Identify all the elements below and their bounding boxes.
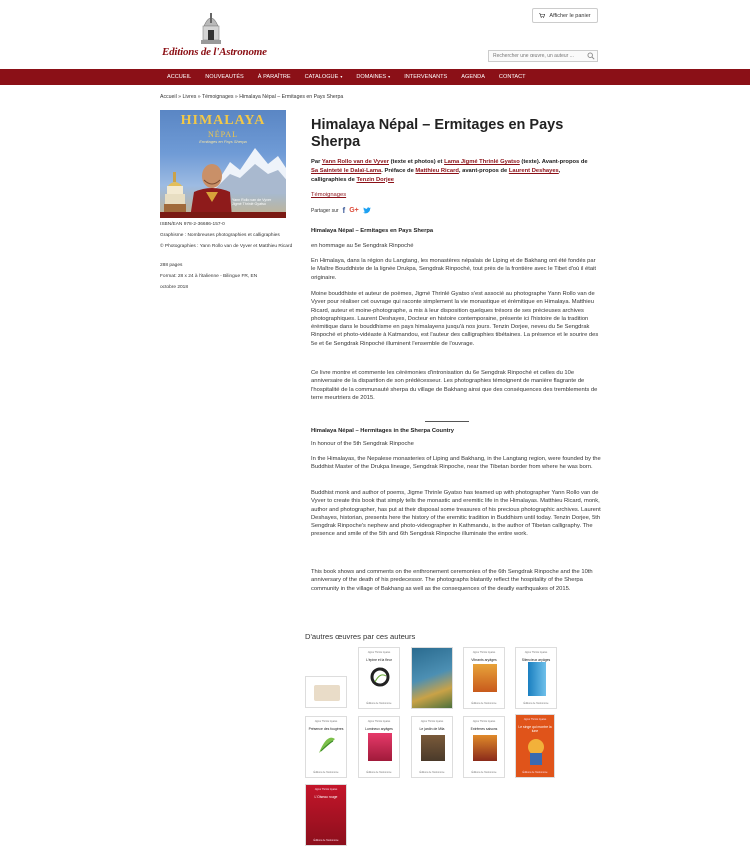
- book-title: Silencieux aryâges: [521, 658, 551, 662]
- book-author: Jigmé Thrinlé Gyatso: [472, 720, 496, 723]
- nav-item[interactable]: NOUVEAUTÉS: [205, 74, 244, 80]
- nav-item[interactable]: INTERVENANTS: [404, 74, 448, 80]
- description-paragraph: In the Himalayas, the Nepalese monasteries of Liping and Bakhang, in the Langtang region, were founded by the Buddhist Master of the Drukpa lineage, Sengdrak Rinpoche, near the Tibetan border from where he was born.: [311, 456, 601, 471]
- description-paragraph: Buddhist monk and author of poems, Jigme Thrinle Gyatso has teamed up with photographer Yann Rollo van de Vyver to create this book that simply tells the monastic and eremitic life in the Himalayas. Matthieu Ricard, monk, author and photographer, has put at their disposal some treasures of his precious photographic archives. Laurent Deshayes, historian, presents here the history of the eremitic tradition in Buddhism until today. Tenzin Dorjee, 5th Sengdrak Rinpoche's nephew and photo-videographer in Kathmandu, is the author of Tibetan calligraphy. The presence and smile of the 5th and 6th Sengdrak Rinpoche illuminate the entire work.: [311, 490, 601, 538]
- graphisme: Graphisme : Nombreuses photographies et calligraphies: [160, 233, 280, 238]
- book-publisher: Éditions de l'Astronome: [366, 702, 392, 705]
- related-book[interactable]: [305, 676, 347, 708]
- book-title: L'Oiseau rouge: [314, 795, 338, 799]
- related-book[interactable]: [411, 716, 453, 778]
- book-publisher: Éditions de l'Astronome: [523, 702, 549, 705]
- book-title: Le singe qui montre la lune: [518, 725, 552, 733]
- google-plus-icon[interactable]: G+: [349, 207, 359, 214]
- cover-title-line1: HIMALAYA: [180, 113, 266, 128]
- description-en-subtitle: In honour of the 5th Sengdrak Rinpoche: [311, 441, 414, 447]
- book-cover[interactable]: [160, 110, 286, 218]
- book-author: Jigmé Thrinlé Gyatso: [314, 720, 338, 723]
- nav-item[interactable]: ACCUEIL: [167, 74, 192, 80]
- book-author: Jigmé Thrinlé Gyatso: [472, 651, 496, 654]
- nav-item[interactable]: CONTACT: [498, 74, 526, 80]
- book-author: Jigmé Thrinlé Gyatso: [314, 788, 338, 791]
- author-link[interactable]: Tenzin Dorjee: [356, 176, 395, 183]
- cart-icon: [539, 13, 545, 18]
- book-publisher: Éditions de l'Astronome: [419, 771, 445, 774]
- cover-band: [160, 212, 286, 218]
- monk-portrait: [190, 158, 232, 218]
- book-author: Jigmé Thrinlé Gyatso: [367, 720, 391, 723]
- observatory-dome-icon: [198, 10, 224, 46]
- chevron-down-icon: ▾: [388, 74, 391, 79]
- page-count: 288 pages: [160, 263, 183, 268]
- related-works-title: D'autres œuvres par ces auteurs: [305, 632, 416, 641]
- nav-item[interactable]: CATALOGUE ▾: [304, 74, 343, 80]
- author-link[interactable]: Lama Jigmé Thrinlé Gyatso: [444, 159, 520, 165]
- share-bar: [311, 206, 371, 215]
- description-paragraph: Ce livre montre et commente les cérémonies d'intronisation du 6e Sengdrak Rinpoché et celles du 10e anniversaire de la disparition de son prédécesseur. Les photographies témoignent de manière flagrante de l'hospitalité de la communauté sherpa du village de Bakhang ainsi que des conséquences des tremblements de terre meurtriers de 2015.: [311, 370, 598, 401]
- view-cart-label: Afficher le panier: [549, 12, 591, 19]
- book-title: Vibrants aryâges: [471, 658, 497, 662]
- facebook-icon[interactable]: f: [342, 206, 346, 215]
- book-author: Jigmé Thrinlé Gyatso: [524, 651, 548, 654]
- description-en-title: Himalaya Népal – Hermitages in the Sherpa Country: [311, 428, 455, 434]
- author-link[interactable]: Matthieu Ricard: [415, 167, 459, 174]
- related-book[interactable]: [515, 714, 555, 778]
- description-paragraph: Moine bouddhiste et auteur de poèmes, Jigmé Thrinlé Gyatso s'est associé au photographe Yann Rollo van de Vyver pour réaliser cet ouvrage qui raconte simplement la vie monastique et érémitique en Himalaya. Matthieu Ricard, auteur et moine-photographe, a mis à leur disposition quelques trésors de ses précieuses archives photographiques. Laurent Deshayes, Docteur en histoire contemporaine, présente ici l'histoire de la tradition érémitique dans le bouddhisme en pays himalayens jusqu'à nos jours. Tenzin Dorjee, neveu du 5e Sengdrak Rinpoché et photo-vidéaste à Katmandou, est l'auteur des calligraphies tibétaines. La présence et le sourire des 5e et 6e Sengdrak Rinpoché illuminent l'ensemble de l'ouvrage.: [311, 291, 599, 347]
- isbn: ISBN/EAN 978-2-36686-157-0: [160, 222, 225, 227]
- page-title: Himalaya Népal – Ermitages en Pays Sherpa: [311, 117, 564, 150]
- description-paragraph: This book shows and comments on the enthronement ceremonies of the 6th Sengdrak Rinpoche and the 10th anniversary of the death of his predecessor. The photographs blatantly reflect the hospitality of the Sherpa community in the village of Bakhang as well as the consequences of the deadly earthquakes of 2015.: [311, 569, 593, 592]
- cover-credits: Yann Rollo van de Vyver Jigmé Thrinlé Gyatso: [232, 198, 272, 207]
- related-book[interactable]: [515, 647, 557, 709]
- search-icon[interactable]: [587, 52, 595, 60]
- book-title: L'épine et la fleur: [366, 658, 392, 662]
- view-cart-button[interactable]: [532, 8, 598, 23]
- book-author: Jigmé Thrinlé Gyatso: [420, 720, 444, 723]
- share-label: Partager sur: [311, 207, 339, 214]
- nav-item[interactable]: À PARAÎTRE: [257, 74, 291, 80]
- related-book[interactable]: [411, 647, 453, 709]
- twitter-icon[interactable]: [363, 207, 371, 214]
- book-publisher: Éditions de l'Astronome: [471, 702, 497, 705]
- related-book[interactable]: [358, 647, 400, 709]
- book-title: Présence des fougères: [308, 727, 344, 731]
- breadcrumb: Accueil » Livres » Témoignages » Himalaya Népal – Ermitages en Pays Sherpa: [160, 94, 344, 100]
- description-paragraph: En Himalaya, dans la région du Langtang, les monastères népalais de Liping et de Bakhang ont été fondés par le Maître Bouddhiste de la lignée Drukpa, Sengdrak Rinpoché, tout près de la frontière avec le Tibet d'où il était originaire.: [311, 258, 597, 281]
- book-publisher: Éditions de l'Astronome: [366, 771, 392, 774]
- book-publisher: Éditions de l'Astronome: [522, 771, 548, 774]
- book-publisher: Éditions de l'Astronome: [471, 771, 497, 774]
- cover-title-line2: NÉPAL: [207, 130, 239, 139]
- description-fr-title: Himalaya Népal – Ermitages en Pays Sherpa: [311, 228, 434, 234]
- cover-title-line3: Ermitages en Pays Sherpa: [199, 139, 247, 144]
- book-publisher: Éditions de l'Astronome: [313, 771, 339, 774]
- search-input[interactable]: [488, 50, 598, 62]
- related-book[interactable]: [463, 647, 505, 709]
- book-title: Le jardin de Mila: [419, 727, 445, 731]
- description-fr-subtitle: en hommage au 5e Sengdrak Rinpoché: [311, 243, 414, 249]
- author-link[interactable]: Laurent Deshayes: [508, 167, 559, 174]
- related-book[interactable]: [305, 716, 347, 778]
- book-publisher: Éditions de l'Astronome: [313, 839, 339, 842]
- book-author: Jigmé Thrinlé Gyatso: [367, 651, 391, 654]
- nav-item[interactable]: DOMAINES ▾: [356, 74, 391, 80]
- nav-item[interactable]: AGENDA: [461, 74, 485, 80]
- chevron-down-icon: ▾: [340, 74, 343, 79]
- divider: [425, 421, 469, 422]
- category-link[interactable]: Témoignages: [311, 192, 347, 198]
- book-title: Lumineux aryâges: [365, 727, 393, 731]
- publication-date: octobre 2018: [160, 285, 189, 290]
- authors-line: Par Yann Rollo van de Vyver (texte et photos) et Lama Jigmé Thrinlé Gyatso (texte). Avant-propos de Sa Sainteté le Dalaï-Lama. Préface de Matthieu Ricard, avant-propos de Laurent Deshayes, calligraphies de Tenzin Dorjee: [311, 159, 588, 183]
- site-logo[interactable]: [160, 6, 270, 62]
- related-book[interactable]: [358, 716, 400, 778]
- related-book[interactable]: [463, 716, 505, 778]
- main-nav: [0, 69, 750, 85]
- author-link[interactable]: Sa Sainteté le Dalaï-Lama: [311, 167, 382, 174]
- photo-credits: © Photographies : Yann Rollo van de Vyver et Matthieu Ricard: [160, 244, 293, 249]
- brand-name: Editions de l'Astronome: [162, 46, 267, 58]
- book-title: Extrêmes saisons: [470, 727, 498, 731]
- search-placeholder: Rechercher une œuvre, un auteur ...: [493, 53, 574, 59]
- book-author: Jigmé Thrinlé Gyatso: [523, 718, 547, 721]
- stupa-illustration: [164, 170, 186, 218]
- author-link[interactable]: Yann Rollo van de Vyver: [321, 159, 389, 165]
- related-book[interactable]: [305, 784, 347, 846]
- book-format: Format: 28 x 24 à l'italienne - Bilingue FR, EN: [160, 274, 258, 279]
